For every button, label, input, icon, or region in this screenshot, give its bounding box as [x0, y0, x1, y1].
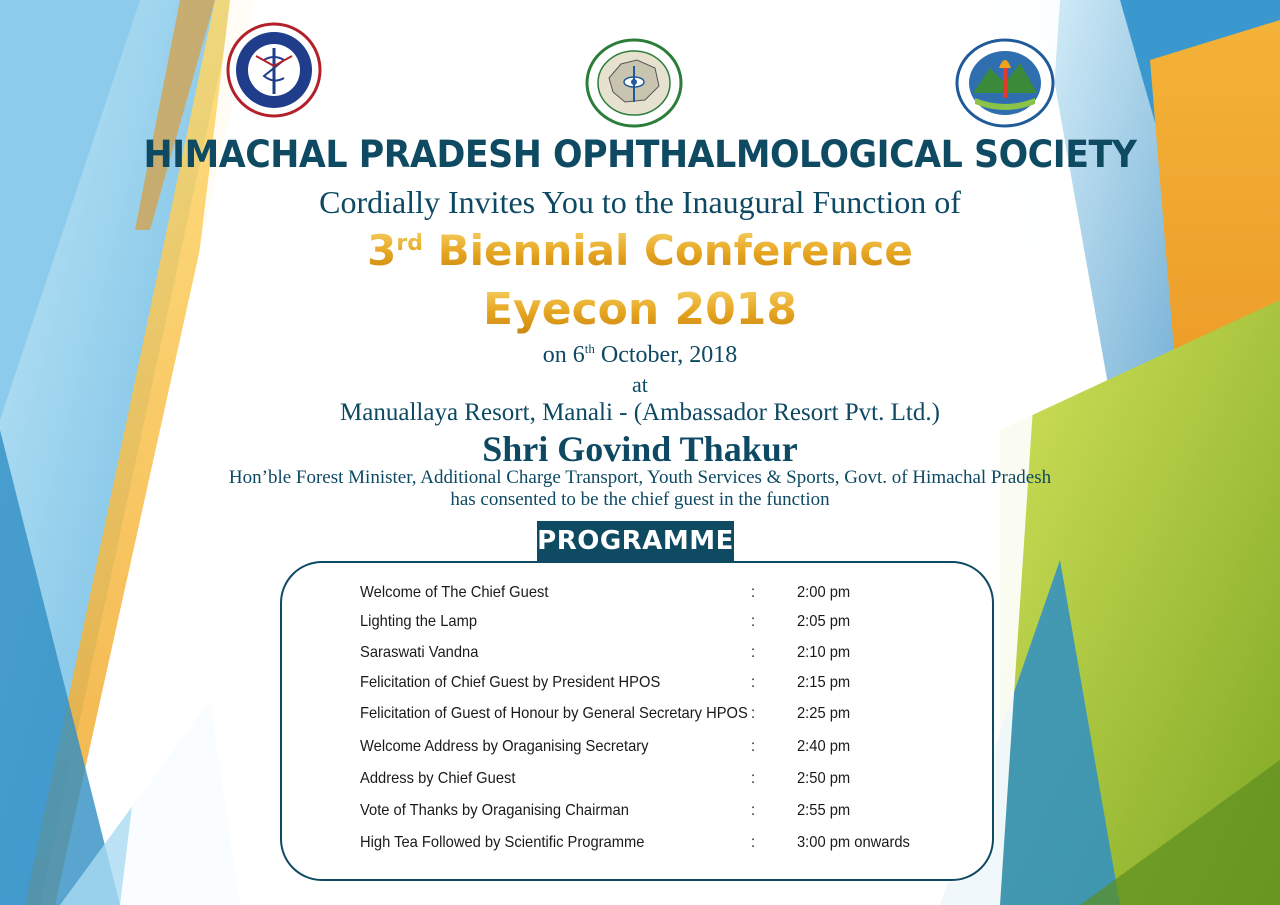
- programme-separator: :: [751, 644, 756, 661]
- programme-time: 2:40 pm: [797, 738, 851, 755]
- conference-number: 3: [367, 226, 397, 275]
- rpgmc-tanda-logo: [955, 38, 1055, 128]
- programme-row: [360, 802, 912, 828]
- programme-row: [360, 738, 912, 764]
- invitation-line: Cordially Invites You to the Inaugural Function of: [319, 184, 961, 220]
- chief-guest-designation: Hon’ble Forest Minister, Additional Charge Transport, Youth Services & Sports, Govt. of Himachal Pradesh: [228, 467, 1052, 488]
- igmc-emblem-icon: [226, 22, 322, 118]
- programme-row: [360, 584, 912, 610]
- programme-separator: :: [751, 738, 756, 755]
- programme-row: [360, 705, 912, 731]
- programme-time: 3:00 pm onwards: [797, 834, 910, 851]
- programme-title: PROGRAMME: [537, 521, 734, 561]
- rpgmc-emblem-icon: [955, 38, 1055, 128]
- programme-separator: :: [751, 770, 756, 787]
- programme-separator: :: [751, 613, 756, 630]
- programme-separator: :: [751, 584, 756, 601]
- programme-row: [360, 834, 912, 860]
- hpos-emblem-icon: [585, 38, 683, 128]
- programme-time: 2:55 pm: [797, 802, 851, 819]
- date-suffix: th: [584, 341, 595, 356]
- programme-row: [360, 674, 912, 700]
- igmc-shimla-logo: [226, 22, 322, 118]
- programme-separator: :: [751, 674, 756, 691]
- programme-item: Welcome of The Chief Guest: [360, 584, 549, 601]
- event-date: [0, 341, 1280, 369]
- programme-separator: :: [751, 705, 756, 722]
- programme-item: Vote of Thanks by Oraganising Chairman: [360, 802, 629, 819]
- programme-time: 2:10 pm: [797, 644, 851, 661]
- at-label: at: [632, 372, 648, 397]
- programme-item: High Tea Followed by Scientific Programme: [360, 834, 645, 851]
- conference-title: [0, 226, 1280, 275]
- programme-row: [360, 770, 912, 796]
- event-name: Eyecon 2018: [0, 284, 1280, 335]
- chief-guest-name: Shri Govind Thakur: [482, 429, 798, 469]
- programme-time: 2:25 pm: [797, 705, 851, 722]
- programme-item: Address by Chief Guest: [360, 770, 516, 787]
- programme-separator: :: [751, 802, 756, 819]
- programme-item: Felicitation of Chief Guest by President HPOS: [360, 674, 661, 691]
- date-prefix: on 6: [542, 342, 585, 368]
- programme-row: [360, 644, 912, 670]
- programme-time: 2:15 pm: [797, 674, 851, 691]
- programme-time: 2:50 pm: [797, 770, 851, 787]
- programme-item: Felicitation of Guest of Honour by General Secretary HPOS: [360, 705, 748, 722]
- conference-name: Biennial Conference: [422, 226, 913, 275]
- date-rest: October, 2018: [594, 342, 738, 368]
- programme-item: Lighting the Lamp: [360, 613, 478, 630]
- venue: Manuallaya Resort, Manali - (Ambassador Resort Pvt. Ltd.): [340, 399, 940, 426]
- programme-separator: :: [751, 834, 756, 851]
- society-title: HIMACHAL PRADESH OPHTHALMOLOGICAL SOCIETY: [143, 133, 1137, 176]
- programme-time: 2:00 pm: [797, 584, 851, 601]
- conference-number-suffix: rd: [396, 231, 423, 256]
- hpos-logo: [585, 38, 683, 128]
- programme-item: Saraswati Vandna: [360, 644, 479, 661]
- programme-time: 2:05 pm: [797, 613, 851, 630]
- programme-item: Welcome Address by Oraganising Secretary: [360, 738, 649, 755]
- programme-row: [360, 613, 912, 639]
- chief-guest-note: has consented to be the chief guest in the function: [450, 489, 830, 510]
